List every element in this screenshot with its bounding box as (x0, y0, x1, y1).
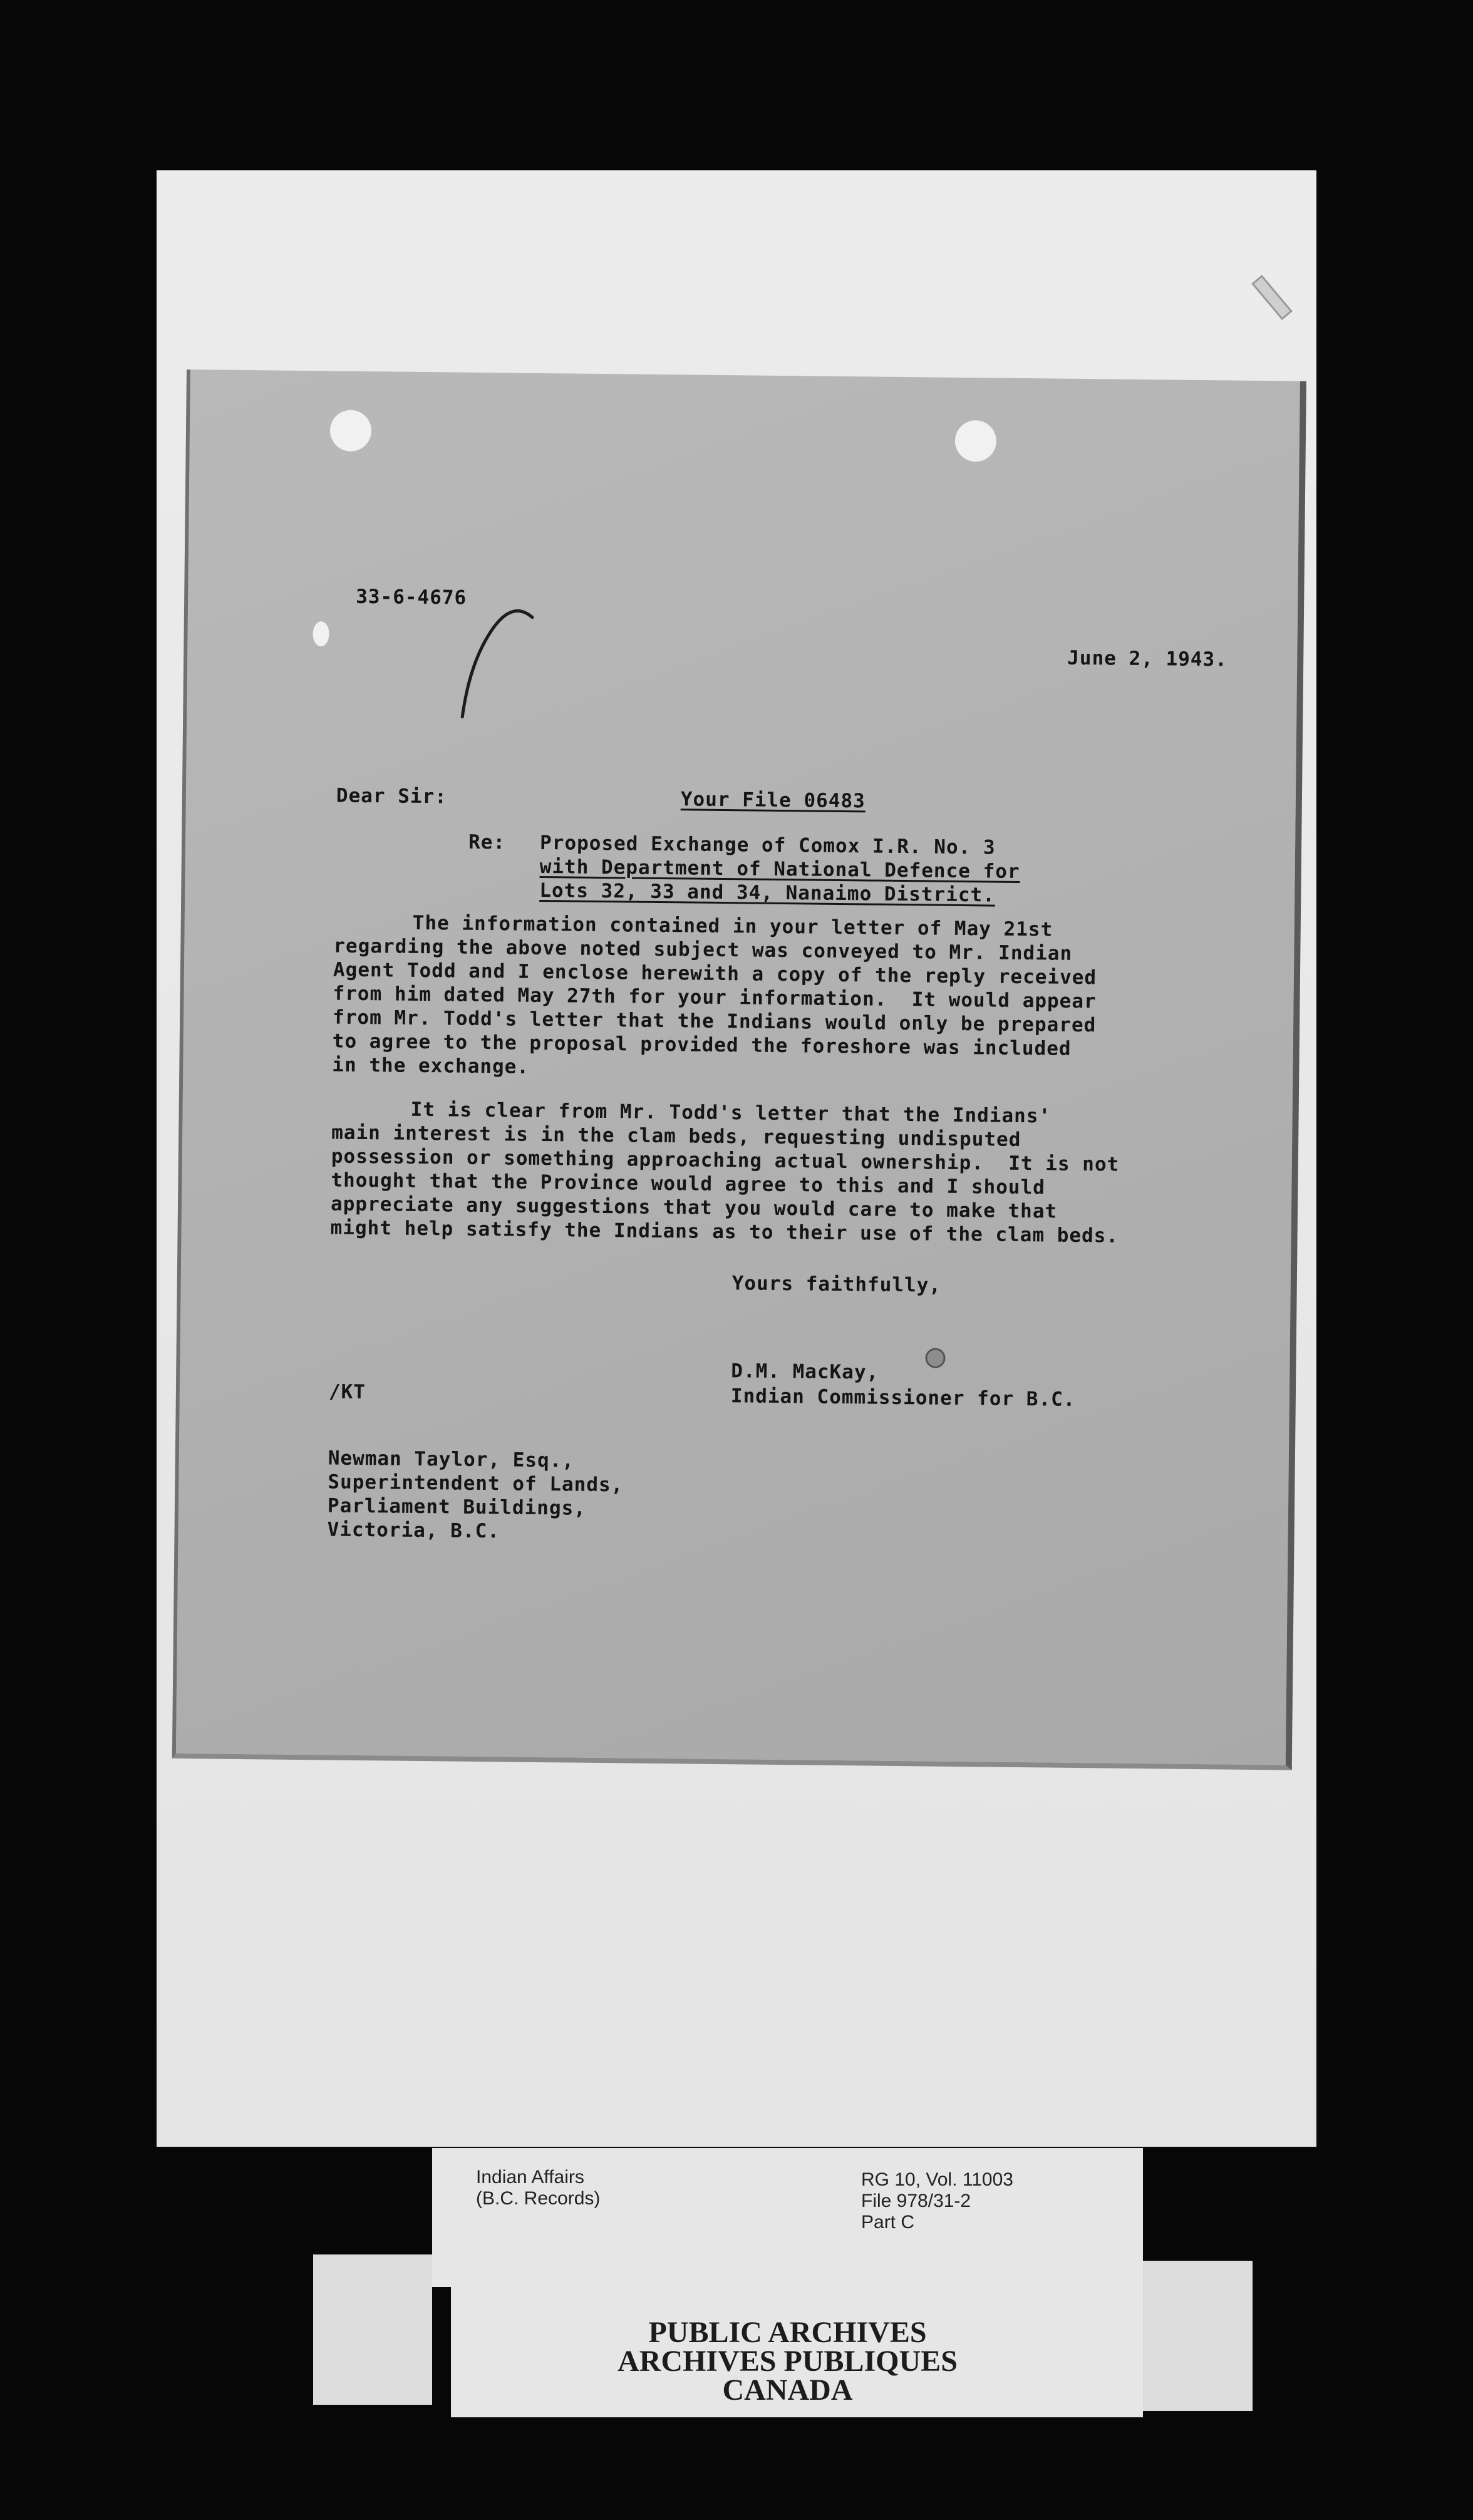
text-line: appreciate any suggestions that you would care to make that (330, 1192, 1058, 1223)
typist-initials: /KT (328, 1380, 366, 1404)
address-line: Parliament Buildings, (327, 1494, 587, 1520)
label-tab (1134, 2261, 1253, 2411)
subject-line: Proposed Exchange of Comox I.R. No. 3 (539, 831, 996, 859)
text-line: might help satisfy the Indians as to their use of the clam beds. (330, 1216, 1119, 1247)
salutation: Dear Sir: (336, 784, 448, 808)
rg-volume: RG 10, Vol. 11003 (861, 2169, 1013, 2190)
subject-line: Lots 32, 33 and 34, Nanaimo District. (539, 879, 996, 907)
text-line: Agent Todd and I enclose herewith a copy of the reply received (333, 958, 1097, 989)
archives-french: ARCHIVES PUBLIQUES (618, 2345, 958, 2378)
letter-date: June 2, 1943. (1067, 646, 1228, 671)
text-line: main interest is in the clam beds, requesting undisputed (331, 1121, 1021, 1152)
text-line: from Mr. Todd's letter that the Indians would only be prepared (332, 1006, 1097, 1037)
text-line: from him dated May 27th for your information. It would appear (333, 982, 1097, 1013)
file-reference: 33-6-4676 (356, 585, 467, 609)
letter-sheet (172, 369, 1306, 1770)
punch-hole (330, 410, 372, 452)
signer-name: D.M. MacKay, (731, 1360, 879, 1384)
text-line: thought that the Province would agree to this and I should (331, 1169, 1046, 1199)
part: Part C (861, 2212, 915, 2233)
punch-hole (955, 420, 997, 462)
signer-title: Indian Commissioner for B.C. (730, 1385, 1076, 1411)
collection-line: Indian Affairs (476, 2167, 584, 2187)
archives-english: PUBLIC ARCHIVES (648, 2316, 927, 2349)
punch-hole (313, 621, 329, 646)
subject-line: with Department of National Defence for (539, 855, 1020, 883)
file-number: File 978/31-2 (861, 2191, 971, 2211)
collection-line: (B.C. Records) (476, 2188, 601, 2209)
text-line: The information contained in your letter of May 21st (412, 911, 1053, 941)
archives-country: CANADA (722, 2373, 853, 2407)
closing: Yours faithfully, (731, 1272, 942, 1297)
label-tab (313, 2254, 445, 2405)
text-line: It is clear from Mr. Todd's letter that the Indians' (410, 1098, 1052, 1128)
text-line: regarding the above noted subject was conveyed to Mr. Indian (333, 934, 1073, 965)
text-line: to agree to the proposal provided the foreshore was included (332, 1030, 1072, 1060)
address-line: Victoria, B.C. (327, 1518, 500, 1543)
address-line: Newman Taylor, Esq., (328, 1447, 575, 1472)
re-label: Re: (468, 830, 506, 854)
text-line: in the exchange. (332, 1053, 530, 1078)
text-line: possession or something approaching actual ownership. It is not (331, 1145, 1120, 1176)
ink-spot (925, 1348, 945, 1368)
archive-label (432, 2148, 1143, 2417)
clip-mark (1251, 275, 1293, 320)
your-file-heading: Your File 06483 (680, 788, 866, 813)
address-line: Superintendent of Lands, (328, 1470, 624, 1497)
